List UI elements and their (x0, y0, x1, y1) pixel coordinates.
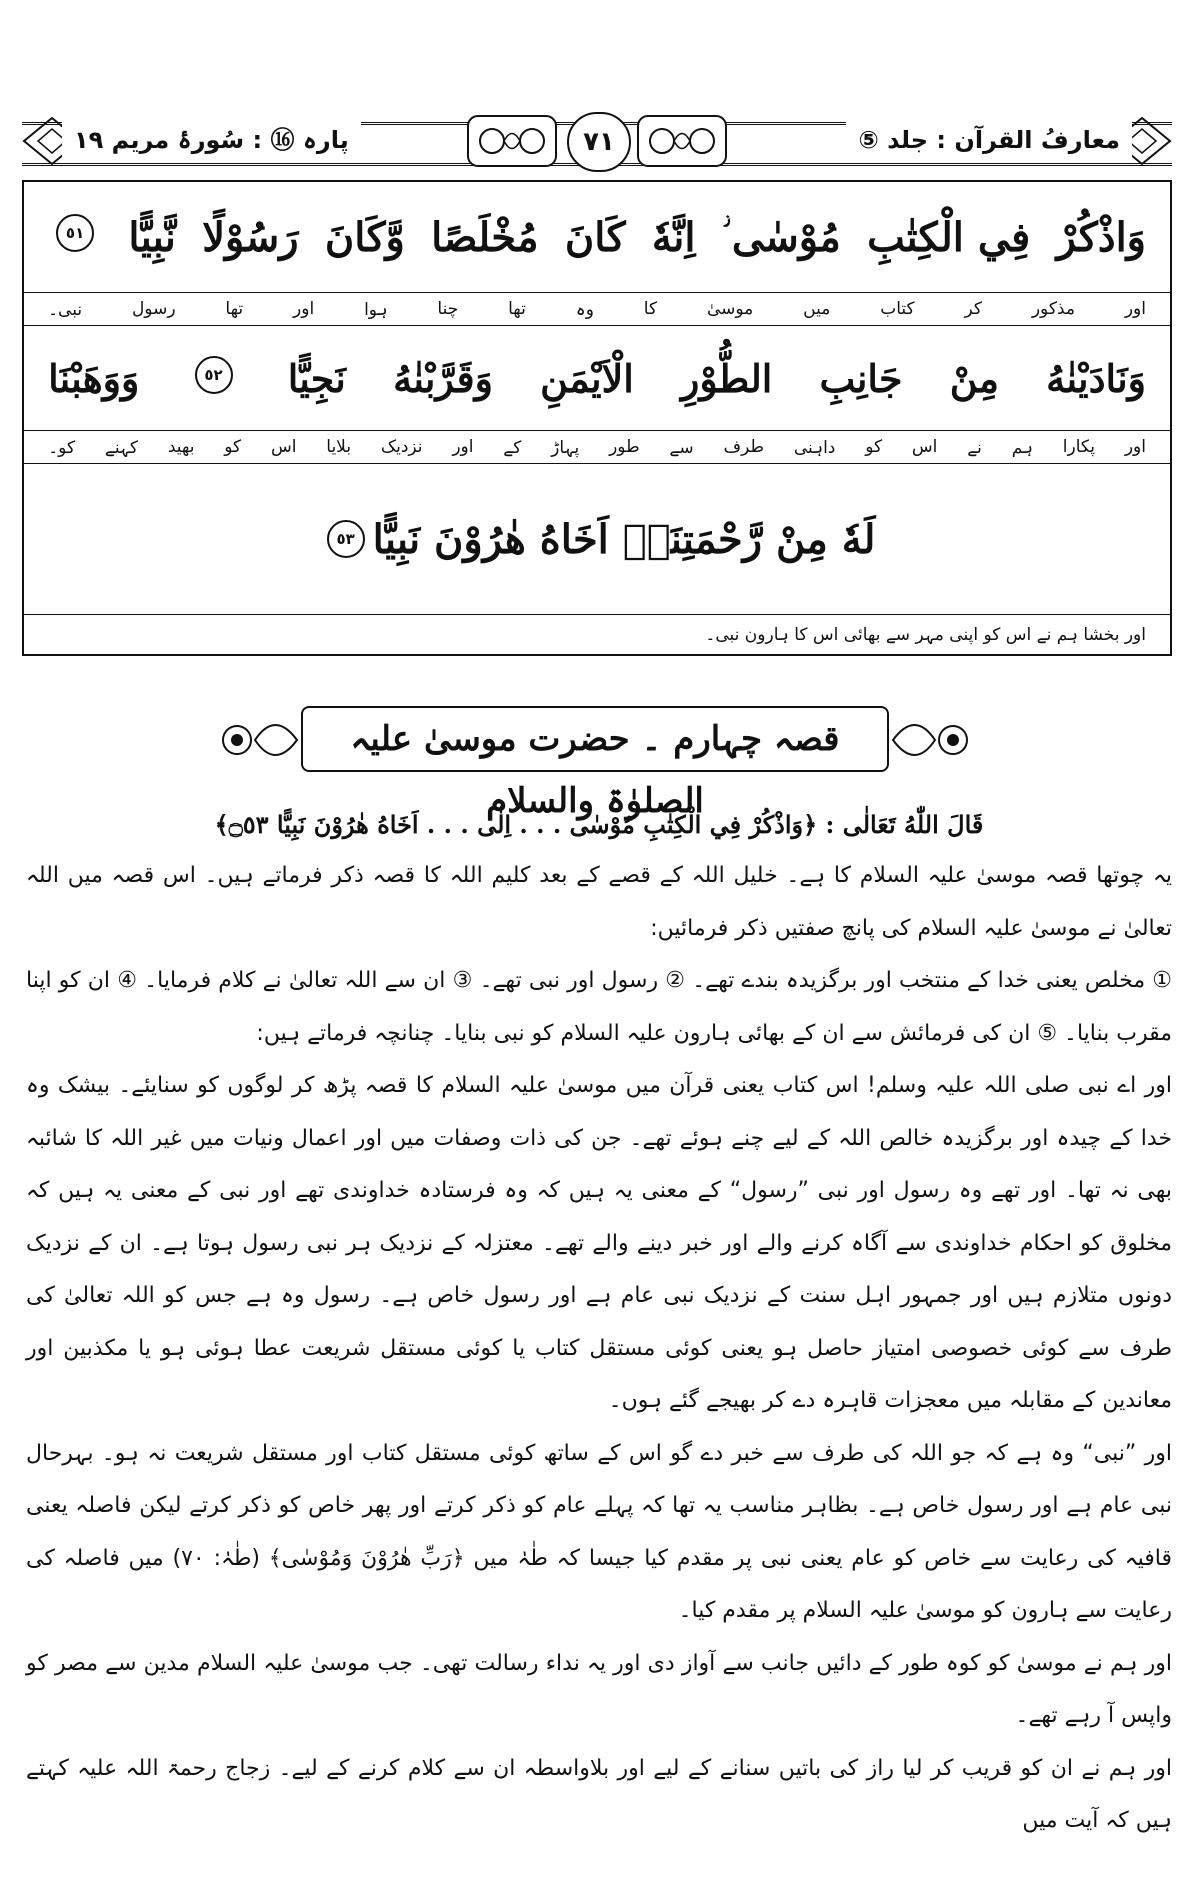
translation-word: نبی۔ (48, 299, 83, 320)
paragraph: اور ”نبی“ وہ ہے کہ جو اللہ کی طرف سے خبر دے گو اس کے ساتھ کوئی مستقل کتاب اور مستقل شریعت نہ ہو۔ بہرحال نبی عام ہے اور رسول خاص ہے۔ بظاہر مناسب یہ تھا کہ پہلے عام کو ذکر کرتے اور پھر خاص کو ذکر کرتے لیکن فاصلہ یعنی قافیہ کی رعایت سے خاص کو عام یعنی نبی پر مقدم کیا جیسا کہ طٰہٰ میں ﴿رَبِّ هٰرُوْنَ وَمُوْسٰى﴾ (طٰہٰ: ٧٠) میں فاصلہ کی رعایت سے ہارون کو موسیٰ علیہ السلام پر مقدم کیا۔ (26, 1440, 1172, 1623)
para-surah-label: پارہ ⑯ : سُورۂ مریم ١٩ (62, 120, 361, 160)
paragraph: اور اے نبی صلی اللہ علیہ وسلم! اس کتاب یعنی قرآن میں موسیٰ علیہ السلام کا قصہ پڑھ کر لوگوں کو سنایئے۔ بیشک وہ خدا کے چیدہ اور برگزیدہ خالص اللہ کے لیے چنے ہوئے تھے۔ جن کی ذات وصفات میں اور اعمال ونیات میں غیر اللہ کا شائبہ بھی نہ تھا۔ اور تھے وہ رسول اور نبی ”رسول“ کے معنی یہ ہیں کہ وہ فرستادہ خداوندی تھے اور نبی کے معنی یہ ہیں کہ مخلوق کو احکام خداوندی سے آگاہ کرنے والے اور خبر دینے والے تھے۔ معتزلہ کے نزدیک ہر نبی رسول ہوتا ہے۔ ان کے نزدیک دونوں متلازم ہیں اور جمہور اہل سنت کے نزدیک نبی عام ہے اور رسول خاص ہے۔ رسول وہ ہے جس کو اللہ تعالیٰ کی طرف سے کوئی خصوصی امتیاز حاصل ہو یعنی کوئی مستقل کتاب یا کوئی مستقل شریعت عطا ہوئی ہو یا مکذبین اور معاندین کے مقابلہ میں معجزات قاہرہ دے کر بھیجے گئے ہوں۔ (26, 1073, 1172, 1413)
translation-word: کر (964, 298, 982, 319)
section-left-ornament-icon (215, 700, 299, 780)
page-header (22, 108, 1172, 174)
verse-word: وَوَهَبْنَا (48, 355, 140, 401)
header-center-right-ornament-icon (632, 108, 732, 174)
translation-word: پکارا (1062, 436, 1096, 457)
commentary-body (26, 800, 1172, 1848)
translation-word: ہم (1011, 437, 1033, 458)
ayah-number-badge: ٥٢ (195, 356, 233, 394)
book-title: معارفُ القرآن : جلد ⑤ (846, 120, 1132, 160)
translation-word: سے (669, 437, 694, 458)
translation-word: کا (643, 298, 658, 319)
verse-line: لَهٗ مِنْ رَّحْمَتِنَاۤ اَخَاهُ هٰرُوْنَ نَبِيًّا (372, 515, 876, 563)
translation-word: تھا (225, 298, 244, 319)
translation-word: کتاب (880, 298, 915, 319)
paragraph: ① مخلص یعنی خدا کے منتخب اور برگزیدہ بندے تھے۔ ② رسول اور نبی تھے۔ ③ ان سے اللہ تعالیٰ نے کلام فرمایا۔ ④ ان کو اپنا مقرب بنایا۔ ⑤ ان کی فرمائش سے ان کے بھائی ہارون علیہ السلام کو نبی بنایا۔ چنانچہ فرماتے ہیں: (26, 968, 1172, 1046)
verse-word: رَسُوْلًا (202, 213, 299, 261)
section-title: قصہ چہارم ۔ حضرت موسیٰ علیہ الصلوٰۃ والسلام (301, 706, 889, 772)
verse-word: فِي الْكِتٰبِ (867, 213, 1031, 261)
translation-word: کہنے (104, 437, 139, 458)
verse-word: مُخْلَصًا (431, 213, 539, 261)
translation-word: کو۔ (48, 437, 76, 458)
verse-53-arabic (24, 464, 1170, 614)
verse-51-words (48, 214, 1146, 261)
verse-51-translation (24, 292, 1170, 326)
verse-52-translation (24, 430, 1170, 464)
verse-53-translation (24, 614, 1170, 654)
verse-52-arabic (24, 326, 1170, 430)
translation-word: وہ (575, 299, 594, 320)
section-right-ornament-icon (891, 700, 975, 780)
translation-word: اس (270, 436, 297, 457)
translation-word: کے (503, 437, 522, 458)
verse-word: كَانَ (564, 213, 626, 261)
header-center-left-ornament-icon (462, 108, 562, 174)
translation-word: پہاڑ (551, 437, 580, 458)
translation-word: بلایا (326, 436, 352, 457)
translation-word: میں (803, 298, 831, 319)
paragraph: اور ہم نے ان کو قریب کر لیا راز کی باتیں سنانے کے لیے اور بلاواسطہ ان سے کلام کرنے کے لیے۔ زجاج رحمۃ اللہ علیہ کہتے ہیں کہ آیت میں (26, 1755, 1172, 1833)
translation-words (48, 299, 1146, 320)
verse-word: نَّبِيًّا (128, 213, 176, 261)
verse-word: نَجِيًّا (287, 355, 346, 401)
verse-51-arabic (24, 182, 1170, 292)
translation-words (48, 437, 1146, 458)
translation-word: چنا (437, 298, 459, 319)
verse-word: الْاَيْمَنِ (540, 355, 634, 401)
verse-word: اِنَّهٗ (651, 213, 696, 261)
verse-word: وَّكَانَ (324, 213, 405, 261)
verse-box (22, 180, 1172, 656)
translation-word: داہنی (793, 437, 836, 458)
translation-word: نے (967, 437, 982, 458)
verse-word: الطُّوْرِ (681, 355, 773, 401)
translation-word: کو (865, 436, 883, 457)
page-number: ٧١ (567, 112, 631, 172)
ayah-number-badge: ٥١ (56, 214, 94, 252)
translation-word: اور (1124, 436, 1146, 457)
qal-allah-line: قَالَ اللّٰهُ تَعَالٰى : ﴿وَاذْكُرْ فِي الْكِتٰبِ مُوْسٰى . . . اِلٰى . . . اَخَاهُ هٰرُوْنَ نَبِيًّا ۝٥٣﴾ (214, 810, 984, 839)
translation-word: اور (452, 436, 474, 457)
translation-word: ہوا (364, 299, 388, 320)
verse-word: جَانِبِ (819, 355, 903, 401)
translation-word: تھا (508, 298, 526, 319)
verse-word: مُوْسٰى ؗ (721, 213, 841, 261)
translation-word: موسیٰ (706, 298, 754, 319)
translation-word: اور (293, 298, 315, 319)
verse-word: مِنْ (949, 355, 999, 401)
translation-word: طرف (723, 436, 764, 457)
paragraph: اور ہم نے موسیٰ کو کوہ طور کے دائیں جانب سے آواز دی اور یہ نداء رسالت تھی۔ جب موسیٰ علیہ السلام مدین سے مصر کو واپس آ رہے تھے۔ (26, 1650, 1172, 1728)
verse-word: وَنَادَيْنٰهُ (1046, 355, 1146, 401)
translation-word: اس (911, 436, 938, 457)
translation-word: اور (1124, 298, 1146, 319)
translation-word: رسول (131, 298, 176, 319)
verse-word: وَاذْكُرْ (1056, 213, 1146, 261)
verse-52-words (48, 356, 1146, 401)
translation-word: مذکور (1031, 298, 1075, 319)
paragraph: یہ چوتھا قصہ موسیٰ علیہ السلام کا ہے۔ خلیل اللہ کے قصے کے بعد کلیم اللہ کا قصہ ذکر فرماتے ہیں۔ اس قصہ میں اللہ تعالیٰ نے موسیٰ علیہ السلام کی پانچ صفتیں ذکر فرمائیں: (26, 863, 1172, 941)
section-heading (215, 700, 975, 821)
verse-word: وَقَرَّبْنٰهُ (393, 355, 493, 401)
translation-word: طور (609, 436, 640, 457)
translation-word: کو (224, 436, 242, 457)
translation-word: بھید (167, 436, 195, 457)
translation-word: نزدیک (380, 436, 423, 457)
ayah-number-badge: ٥٣ (327, 520, 365, 558)
translation-line: اور بخشا ہم نے اس کو اپنی مہر سے بھائی اس کا ہارون نبی۔ (705, 625, 1146, 645)
